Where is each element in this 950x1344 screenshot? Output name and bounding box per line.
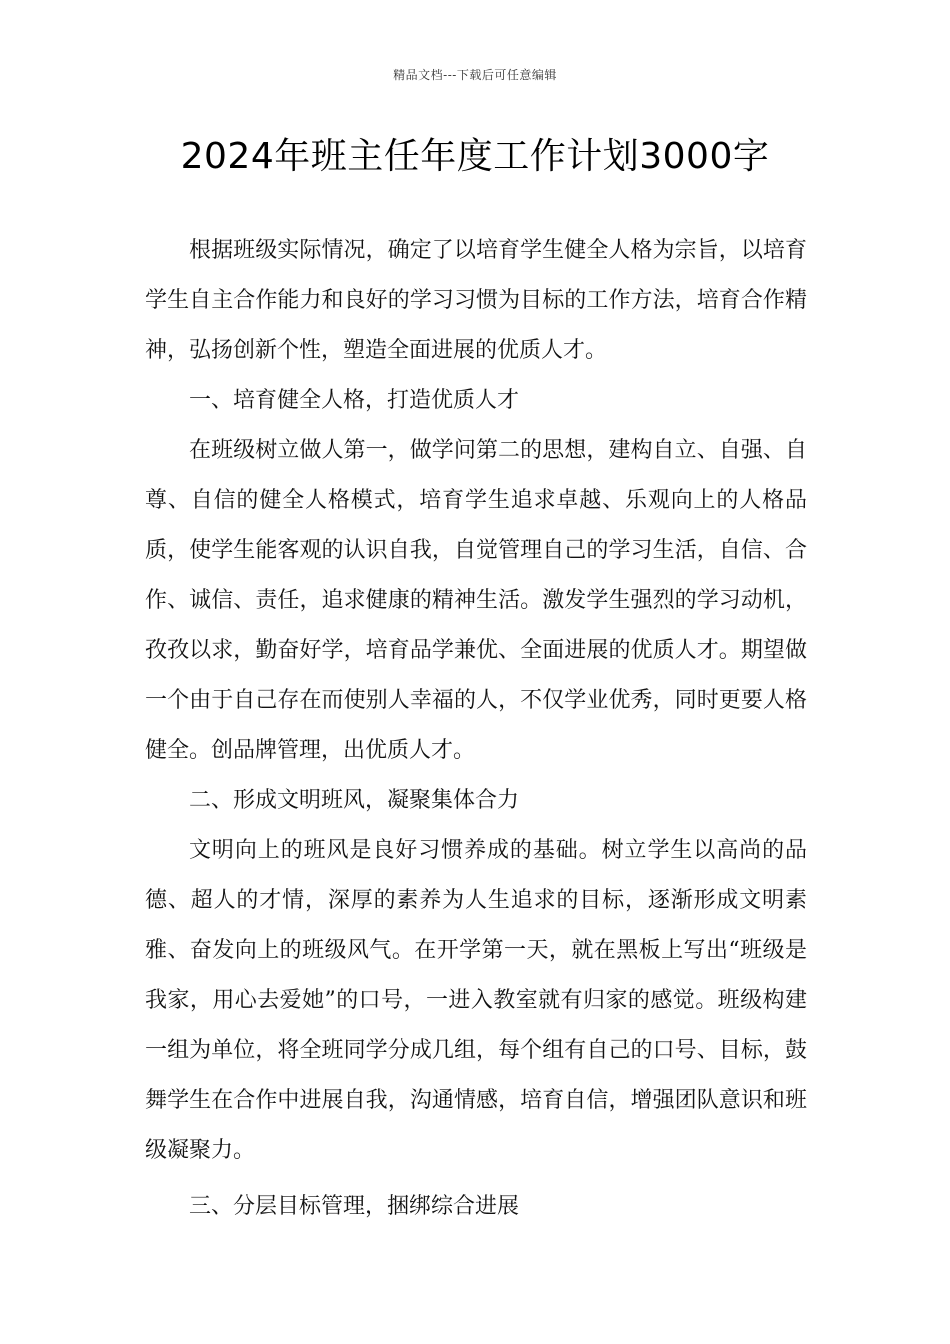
header-note: 精品文档---下载后可任意编辑 (393, 68, 557, 82)
document-title: 2024年班主任年度工作计划3000字 (180, 136, 770, 177)
section-1-heading: 一、培育健全人格，打造优质人才 (189, 388, 520, 413)
section-1-body: 在班级树立做人第一，做学问第二的思想，建构自立、自强、自尊、自信的健全人格模式，培育学生追求卓越、乐观向上的人格品质，使学生能客观的认识自我，自觉管理自己的学习生活，自信、合作、诚信、责任，追求健康的精神生活。激发学生强烈的学习动机，孜孜以求，勤奋好学，培育品学兼优、全面进展的优质人才。期望做一个由于自己存在而使别人幸福的人，不仅学业优秀，同时更要人格健全。创品牌管理，出优质人才。 (145, 438, 807, 763)
intro-paragraph: 根据班级实际情况，确定了以培育学生健全人格为宗旨，以培育学生自主合作能力和良好的学习习惯为目标的工作方法，培育合作精神，弘扬创新个性，塑造全面进展的优质人才。 (145, 238, 807, 363)
section-3-heading: 三、分层目标管理，捆绑综合进展 (189, 1194, 520, 1219)
document-body (145, 226, 807, 1232)
section-2-body: 文明向上的班风是良好习惯养成的基础。树立学生以高尚的品德、超人的才情，深厚的素养为人生追求的目标，逐渐形成文明素雅、奋发向上的班级风气。在开学第一天，就在黑板上写出“班级是我家，用心去爱她”的口号，一进入教室就有归家的感觉。班级构建一组为单位，将全班同学分成几组，每个组有自己的口号、目标，鼓舞学生在合作中进展自我，沟通情感，培育自信，增强团队意识和班级凝聚力。 (145, 838, 807, 1163)
section-2-heading: 二、形成文明班风，凝聚集体合力 (189, 788, 520, 813)
